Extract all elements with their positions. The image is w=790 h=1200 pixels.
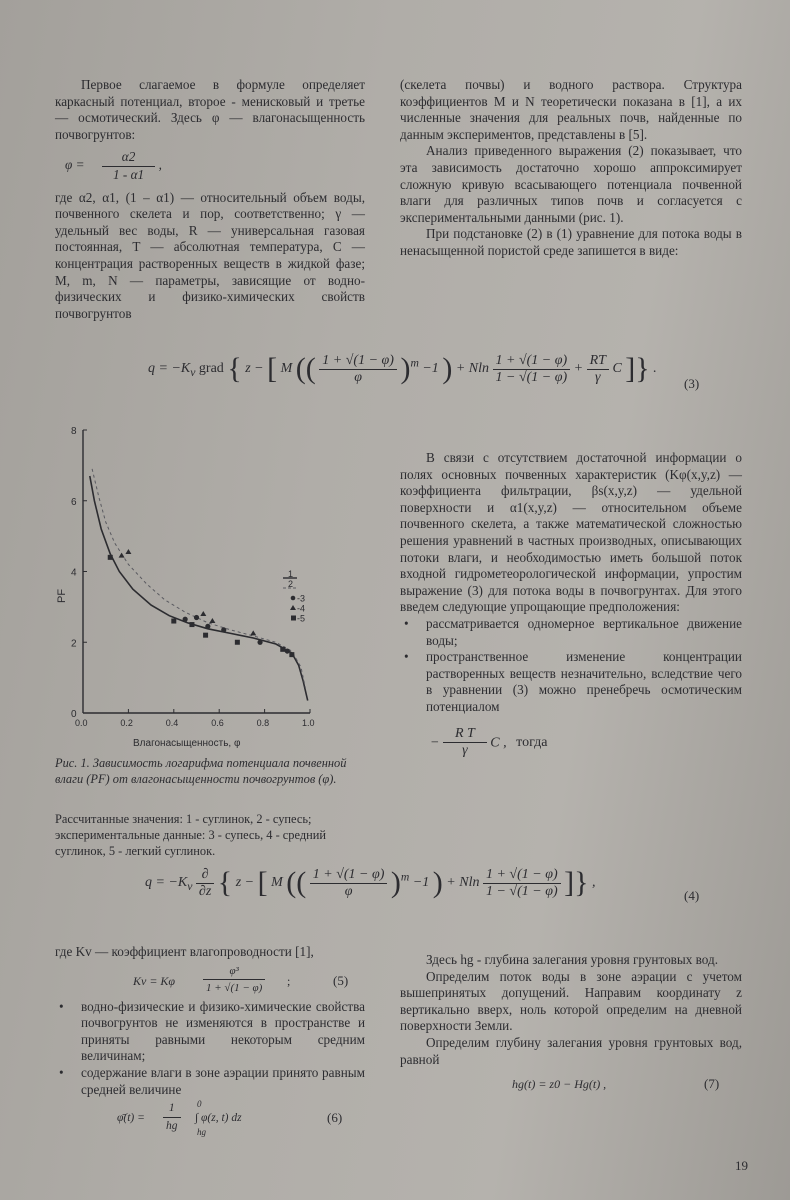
data-point [221,627,226,632]
bullet-item: • водно-физические и физико-химические свойства почвогрунтов не изменяются в пространстве и приняты равными некоторым средним величинам; [55,999,365,1065]
bullet-item: • пространственное изменение концентрации растворенных веществ незначительно, вследствие чего в уравнении (3) можно пренебречь осмотическим потенциалом [400,649,742,715]
data-point [280,647,285,652]
chart-legend [283,569,305,624]
legend-label: 1 [288,569,294,579]
x-tick-label: 0.8 [256,718,270,728]
paragraph: Определим глубину залегания уровня грунтовых вод, равной [400,1034,742,1067]
x-axis-label: Влагонасыщенность, φ [133,738,241,749]
equation-4: $q = -K_v$ $\frac{\partial}{\partial z}$ { z − [ M (( $\frac{1 + √(1 - \varphi)}{\varphi}$ )$^m$ −1 ) + Nln $\frac{1 + √(1 - \varphi)}{1 - √(1 - \varphi)}$ ]} , [145,866,596,899]
x-tick-label: 0.0 [75,718,88,728]
x-tick-label: 1.0 [302,718,315,728]
y-tick-label: 0 [71,709,77,720]
paragraph: При подстановке (2) в (1) уравнение для потока воды в ненасыщенной пористой среде запишется в виде: [400,226,742,258]
equation-6: φ̄(t) = $\frac{1}{hg}$ 0 hg ∫ φ(z, t) dz (6) [117,1099,343,1138]
legend-label: -3 [297,593,306,604]
bullet-item: • рассматривается одномерное вертикальное движение воды; [400,616,742,649]
paragraph: (скелета почвы) и водного раствора. Структура коэффициентов M и N теоретически показана в [1], а их численные значения для реальных почв, найденные по данным экспериментов, представлены в [5]. [400,77,742,142]
phi-equation: φ = $\frac{\alpha 2}{1 - \alpha 1}$ , [65,149,162,182]
legend-label: -5 [297,613,306,624]
left-column-bottom [55,944,365,1138]
osmotic-term: − $\frac{\text{R T}}{\gamma}$ C , тогда [430,725,548,759]
data-point [189,622,194,627]
data-point [235,640,240,645]
page-number: 19 [735,1158,748,1173]
data-point [171,619,176,624]
paragraph: Анализ приведенного выражения (2) показывает, что эта зависимость достаточно хорошо аппроксимирует сложную кривую всасывающего потенциала почвенной влаги для различных типов почв и согласуется с экспериментальными данными (рис. 1). [400,143,742,225]
legend-marker [291,616,296,621]
legend-marker [290,605,296,610]
equation-7: hg(t) = z0 − Hg(t) , (7) [512,1076,720,1092]
right-column-bottom [400,952,742,1094]
paragraph: Здесь hg - глубина залегания уровня грунтовых вод. [426,952,718,967]
legend-marker [291,596,296,601]
y-tick-label: 8 [71,426,77,437]
data-point [205,624,210,629]
paragraph: В связи с отсутствием достаточной информации о полях основных почвенных характеристик (Kφ(x,y,z) — коэффициента фильтрации, βs(x,y,z) — удельной поверхности и α1(x,y,z) — относительном объеме почвенного скелета, а также математической сложностью решения уравнений в частных производных, описывающих потоки влаги, и необходимостью иметь большой поток входной гидрометеорологической информации, упростим выражение (3) для потока воды в почвогрунтах. Для этого введем следующие упрощающие предположения: [400,450,742,615]
x-tick-label: 0.4 [165,718,179,728]
paragraph: Первое слагаемое в формуле определяет каркасный потенциал, второе - менисковый и третье — осмотический. Здесь φ — влагонасыщенность почвогрунтов: [55,77,365,142]
chart-plot [90,469,308,701]
x-tick-label: 0.2 [120,718,133,728]
paragraph: где Kv — коэффициент влагопроводности [1], [55,944,314,959]
equation-3: $q = -K_v$ grad { z − [ M (( $\frac{1 + √(1 - \varphi)}{\varphi}$ )$^m$ −1 ) + Nln $\frac{1 + √(1 - \varphi)}{1 - √(1 - \varphi)}$ + $\frac{RT}{\gamma}$ C ]} . [148,352,657,385]
equation-5: Kv = Kφ $\frac{\text{φ³}}{1 + √(1 - \varphi)}$ ; (5) [133,964,349,995]
equation-number: (4) [684,888,700,903]
chart-axes [71,426,315,728]
data-point [108,555,113,560]
data-point [194,615,199,620]
y-tick-label: 6 [71,496,77,508]
data-point [257,640,262,645]
right-column-top [400,77,742,260]
data-point [285,648,290,653]
data-point [125,549,131,554]
y-axis-label: PF [56,588,68,603]
paragraph: где α2, α1, (1 – α1) — относительный объем воды, почвенного скелета и пор, соответственно; γ — удельный вес воды, R — универсальная газовая постоянная, T — абсолютная температура, C — концентрация растворенных веществ в жидкой фазе; M, m, N — параметры, зависящие от водно-физических и физико-химических свойств почвогрунтов [55,189,365,321]
right-column-mid [400,450,742,760]
figure-note: Рассчитанные значения: 1 - суглинок, 2 - супесь; экспериментальные данные: 3 - супесь, 4 - средний суглинок, 5 - легкий суглинок. [55,812,327,858]
series-line-1 [90,476,308,701]
pf-chart [55,418,335,750]
data-point [209,618,215,623]
data-point [250,630,256,635]
paragraph: Определим поток воды в зоне аэрации с учетом вышепринятых допущений. Направим координату z вертикально вверх, ноль которой определим на дневной поверхности Земли. [400,968,742,1034]
y-tick-label: 4 [71,567,77,579]
bullet-item: • содержание влаги в зоне аэрации принято равным средней величине [55,1065,365,1098]
legend-label: -4 [297,603,306,614]
left-column-top [55,77,365,322]
figure-caption: Рис. 1. Зависимость логарифма потенциала почвенной влаги (PF) от влагонасыщенности почвогрунтов (φ). [55,756,347,786]
data-point [200,611,206,616]
equation-number: (3) [684,376,700,391]
data-point [289,652,294,657]
data-point [203,633,208,638]
data-point [183,617,188,622]
x-tick-label: 0.6 [211,718,224,728]
legend-label: 2 [288,579,294,589]
data-point [119,553,125,558]
y-tick-label: 2 [71,638,77,650]
